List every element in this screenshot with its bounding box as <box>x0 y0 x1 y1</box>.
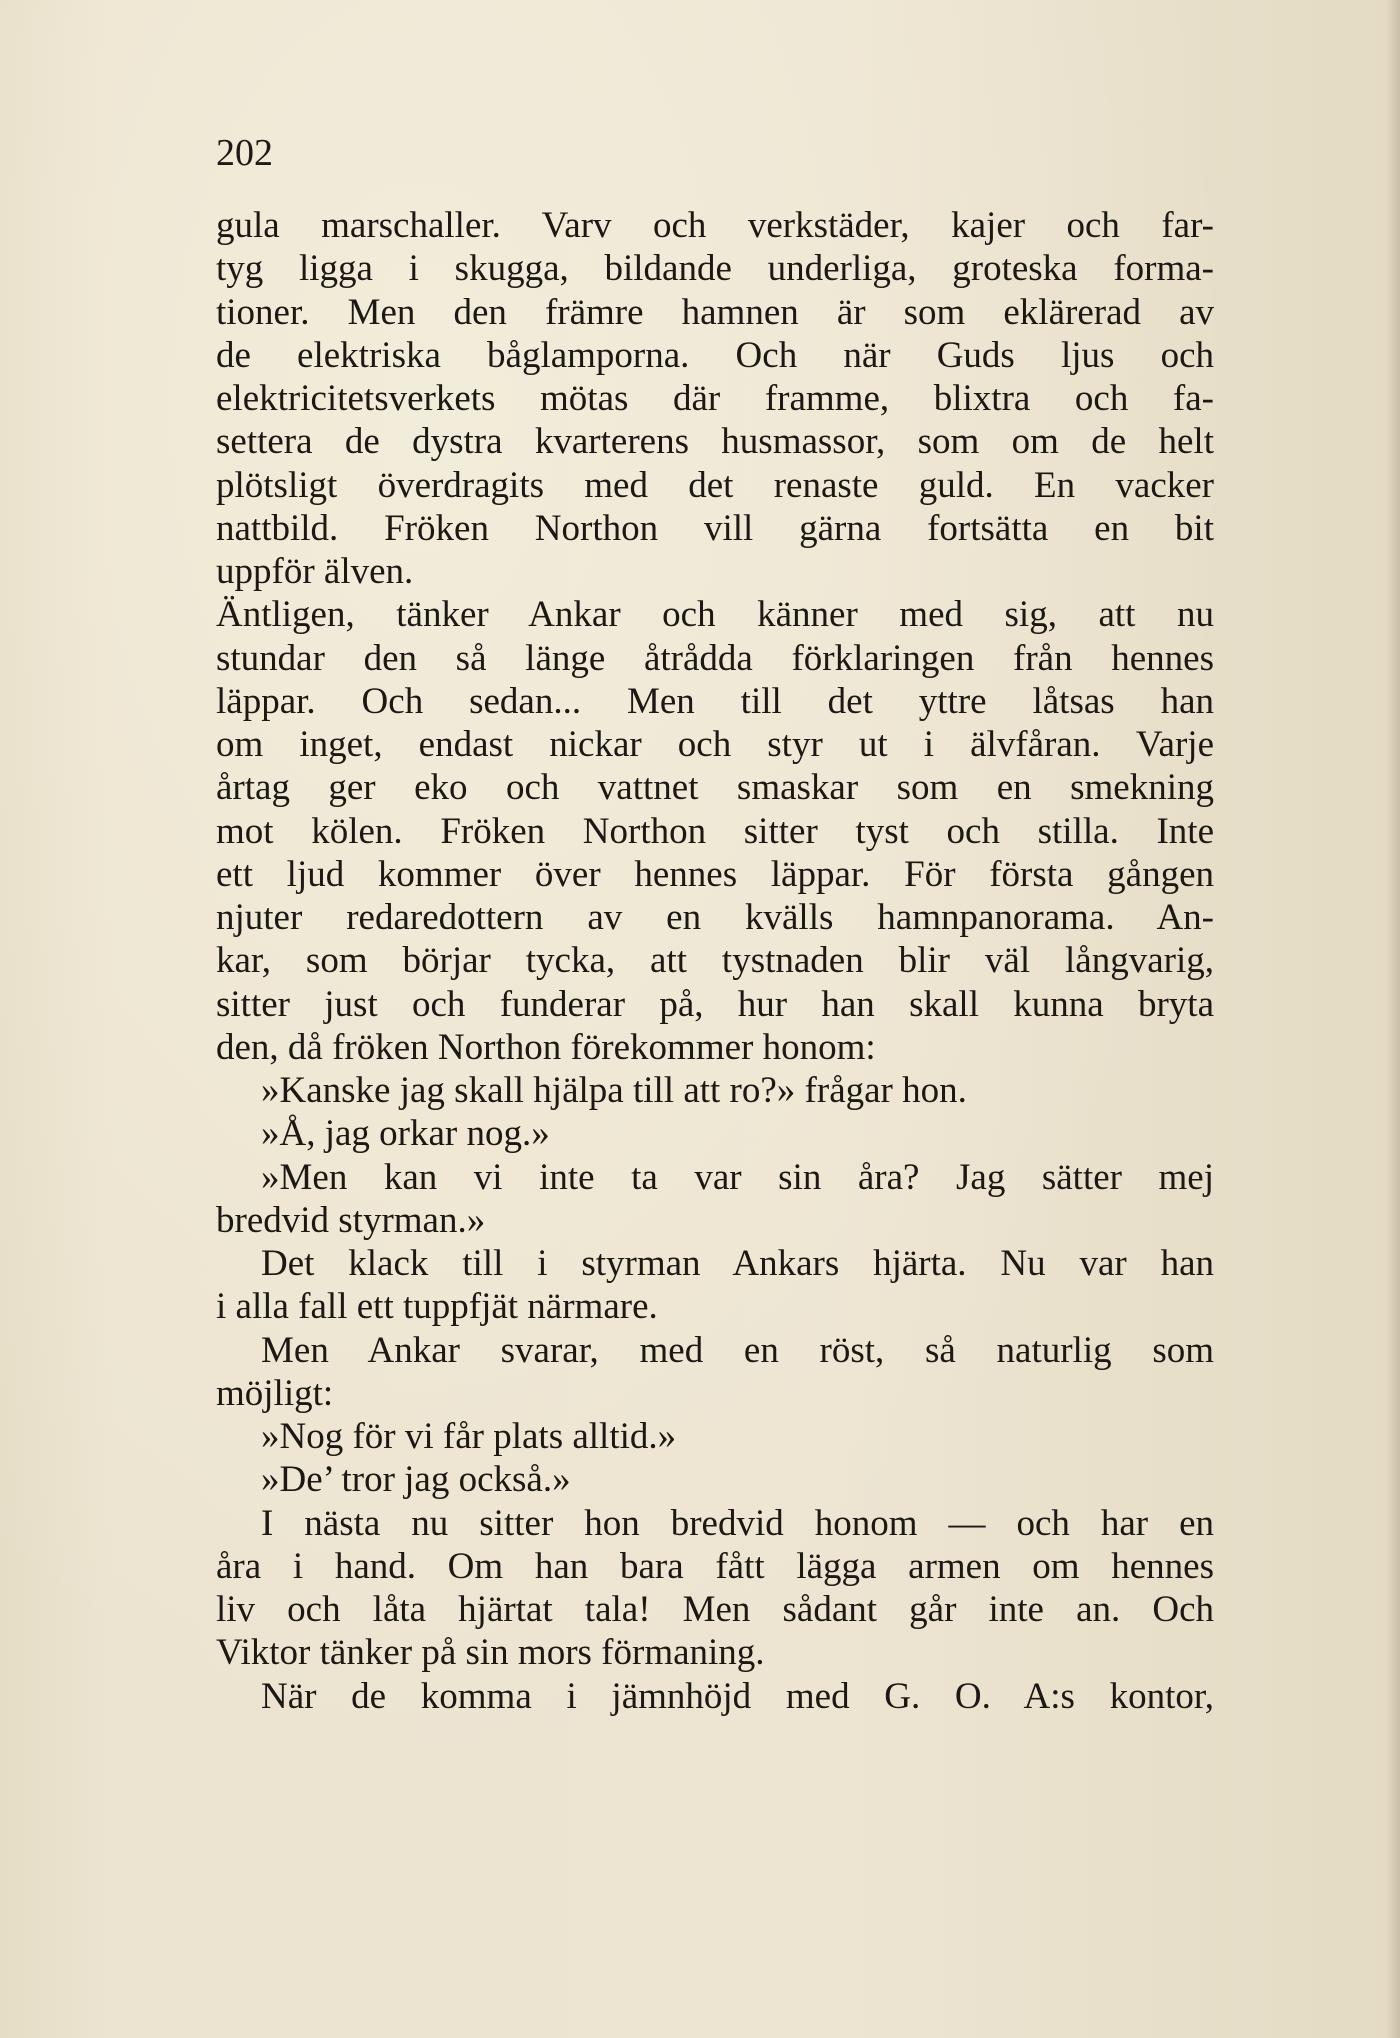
text-line: Äntligen, tänker Ankar och känner med sig, att nu <box>216 594 1214 636</box>
text-line: När de komma i jämnhöjd med G. O. A:s kontor, <box>261 1675 1214 1717</box>
text-line: Viktor tänker på sin mors förmaning. <box>216 1632 765 1674</box>
text-line: om inget, endast nickar och styr ut i älvfåran. Varje <box>216 724 1214 765</box>
text-line: »Kanske jag skall hjälpa till att ro?» frågar hon. <box>261 1070 967 1111</box>
text-line: tioner. Men den främre hamnen är som eklärerad av <box>216 291 1214 333</box>
text-line: årtag ger eko och vattnet smaskar som en smekning <box>216 767 1214 809</box>
text-line: »Nog för vi får plats alltid.» <box>261 1416 677 1457</box>
text-line: »Å, jag orkar nog.» <box>261 1113 550 1155</box>
text-line: stundar den så länge åtrådda förklaringen från hennes <box>216 637 1214 679</box>
page-number: 202 <box>216 132 273 174</box>
text-line: åra i hand. Om han bara fått lägga armen om hennes <box>216 1545 1214 1587</box>
text-line: i alla fall ett tuppfjät närmare. <box>216 1286 658 1328</box>
text-line: sitter just och funderar på, hur han skall kunna bryta <box>216 983 1214 1025</box>
text-line: »Men kan vi inte ta var sin åra? Jag sätter mej <box>261 1156 1214 1198</box>
text-line: kar, som börjar tycka, att tystnaden blir väl långvarig, <box>216 940 1214 982</box>
text-line: njuter redaredottern av en kvälls hamnpanorama. An- <box>216 897 1214 938</box>
text-line: plötsligt överdragits med det renaste guld. En vacker <box>216 464 1214 506</box>
page-edge-shadow <box>1386 0 1400 2038</box>
text-line: elektricitetsverkets mötas där framme, blixtra och fa- <box>216 378 1214 419</box>
text-line: nattbild. Fröken Northon vill gärna fortsätta en bit <box>216 507 1214 549</box>
text-line: ett ljud kommer över hennes läppar. För första gången <box>216 853 1214 895</box>
text-line: gula marschaller. Varv och verkstäder, kajer och far- <box>216 205 1214 246</box>
text-line: de elektriska båglamporna. Och när Guds ljus och <box>216 334 1214 376</box>
text-line: »De’ tror jag också.» <box>261 1459 571 1501</box>
text-line: uppför älven. <box>216 551 414 592</box>
text-line: Men Ankar svarar, med en röst, så naturlig som <box>261 1329 1214 1371</box>
text-line: settera de dystra kvarterens husmassor, som om de helt <box>216 421 1214 463</box>
body-text <box>216 204 1214 1718</box>
text-line: bredvid styrman.» <box>216 1199 486 1241</box>
text-line: läppar. Och sedan... Men till det yttre låtsas han <box>216 680 1214 722</box>
text-line: I nästa nu sitter hon bredvid honom — och har en <box>261 1502 1214 1544</box>
text-line: den, då fröken Northon förekommer honom: <box>216 1026 876 1068</box>
text-line: mot kölen. Fröken Northon sitter tyst och stilla. Inte <box>216 810 1214 852</box>
text-line: möjligt: <box>216 1372 334 1414</box>
text-line: Det klack till i styrman Ankars hjärta. Nu var han <box>261 1243 1214 1284</box>
text-line: tyg ligga i skugga, bildande underliga, groteska forma- <box>216 248 1214 290</box>
text-line: liv och låta hjärtat tala! Men sådant går inte an. Och <box>216 1589 1214 1630</box>
